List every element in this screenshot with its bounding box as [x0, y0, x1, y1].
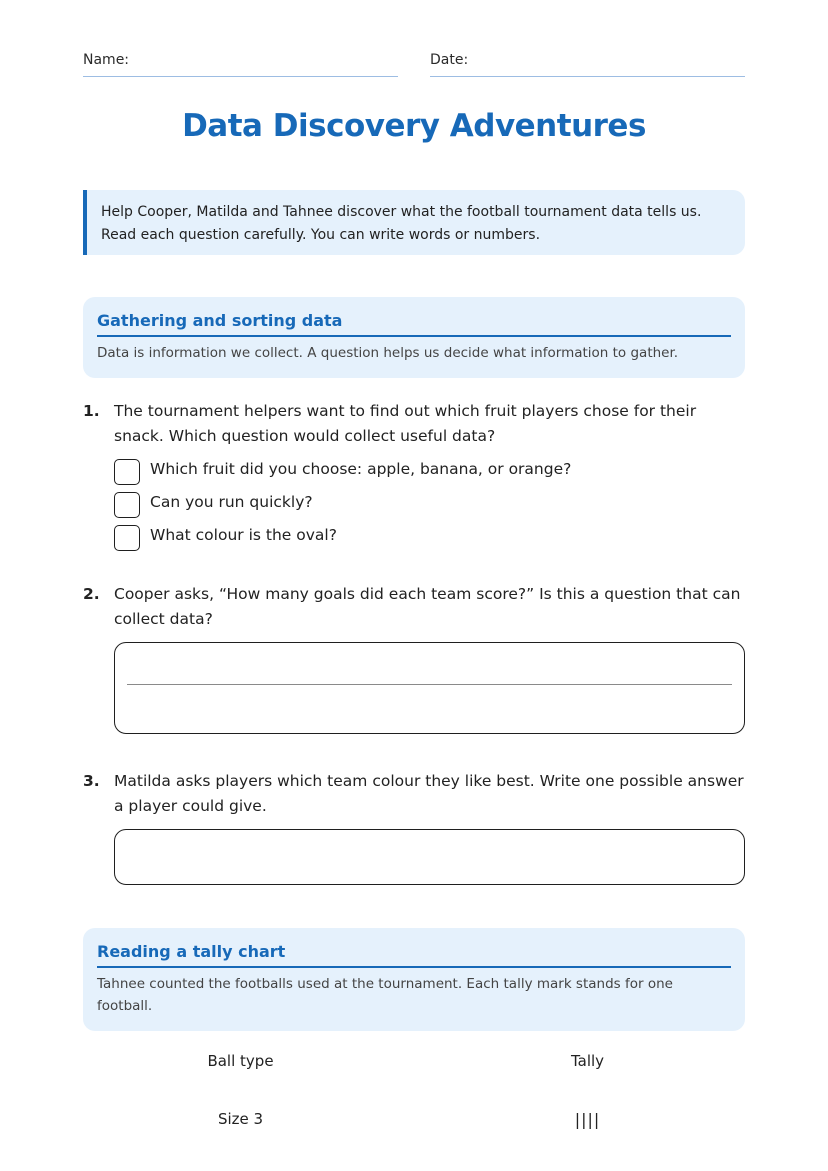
- checkbox[interactable]: [114, 459, 140, 485]
- question-text: Matilda asks players which team colour they like best. Write one possible answer a player could give.: [114, 772, 744, 815]
- worksheet-title: Data Discovery Adventures: [182, 108, 646, 144]
- date-field[interactable]: [430, 52, 745, 77]
- intro-line-1: Help Cooper, Matilda and Tahnee discover what the football tournament data tells us.: [101, 204, 702, 220]
- question-number: 3.: [83, 772, 100, 790]
- name-label: Name:: [83, 52, 130, 68]
- header-ball-type: Ball type: [207, 1052, 274, 1070]
- section-title: Reading a tally chart: [97, 942, 731, 968]
- answer-box-question-2[interactable]: [114, 642, 745, 734]
- header-tally: Tally: [570, 1052, 605, 1070]
- section-tally-chart: [83, 928, 745, 1031]
- section-gathering-data: [83, 297, 745, 378]
- section-title: Gathering and sorting data: [97, 311, 731, 337]
- name-field[interactable]: [83, 52, 398, 77]
- question-text: The tournament helpers want to find out which fruit players chose for their snack. Which question would collect useful data?: [114, 402, 697, 445]
- intro-box: [83, 190, 745, 255]
- date-label: Date:: [430, 52, 469, 68]
- table-row: [83, 1110, 745, 1140]
- answer-box-question-3[interactable]: [114, 829, 745, 885]
- checkbox[interactable]: [114, 492, 140, 518]
- option-label: Which fruit did you choose: apple, banana, or orange?: [150, 460, 572, 478]
- intro-line-2: Read each question carefully. You can write words or numbers.: [101, 227, 541, 243]
- section-description: Tahnee counted the footballs used at the tournament. Each tally mark stands for one football.: [97, 976, 673, 1014]
- question-number: 1.: [83, 402, 100, 420]
- cell-tally-marks: ||||: [574, 1110, 601, 1129]
- tally-table-header: [83, 1052, 745, 1082]
- question-number: 2.: [83, 585, 100, 603]
- writing-line: [127, 684, 732, 685]
- checkbox[interactable]: [114, 525, 140, 551]
- section-description: Data is information we collect. A question helps us decide what information to gather.: [97, 345, 679, 361]
- cell-ball-type: Size 3: [217, 1110, 264, 1128]
- question-text: Cooper asks, “How many goals did each team score?” Is this a question that can collect data?: [114, 585, 741, 628]
- name-date-row: [83, 52, 745, 78]
- option-label: What colour is the oval?: [150, 526, 337, 544]
- option-label: Can you run quickly?: [150, 493, 313, 511]
